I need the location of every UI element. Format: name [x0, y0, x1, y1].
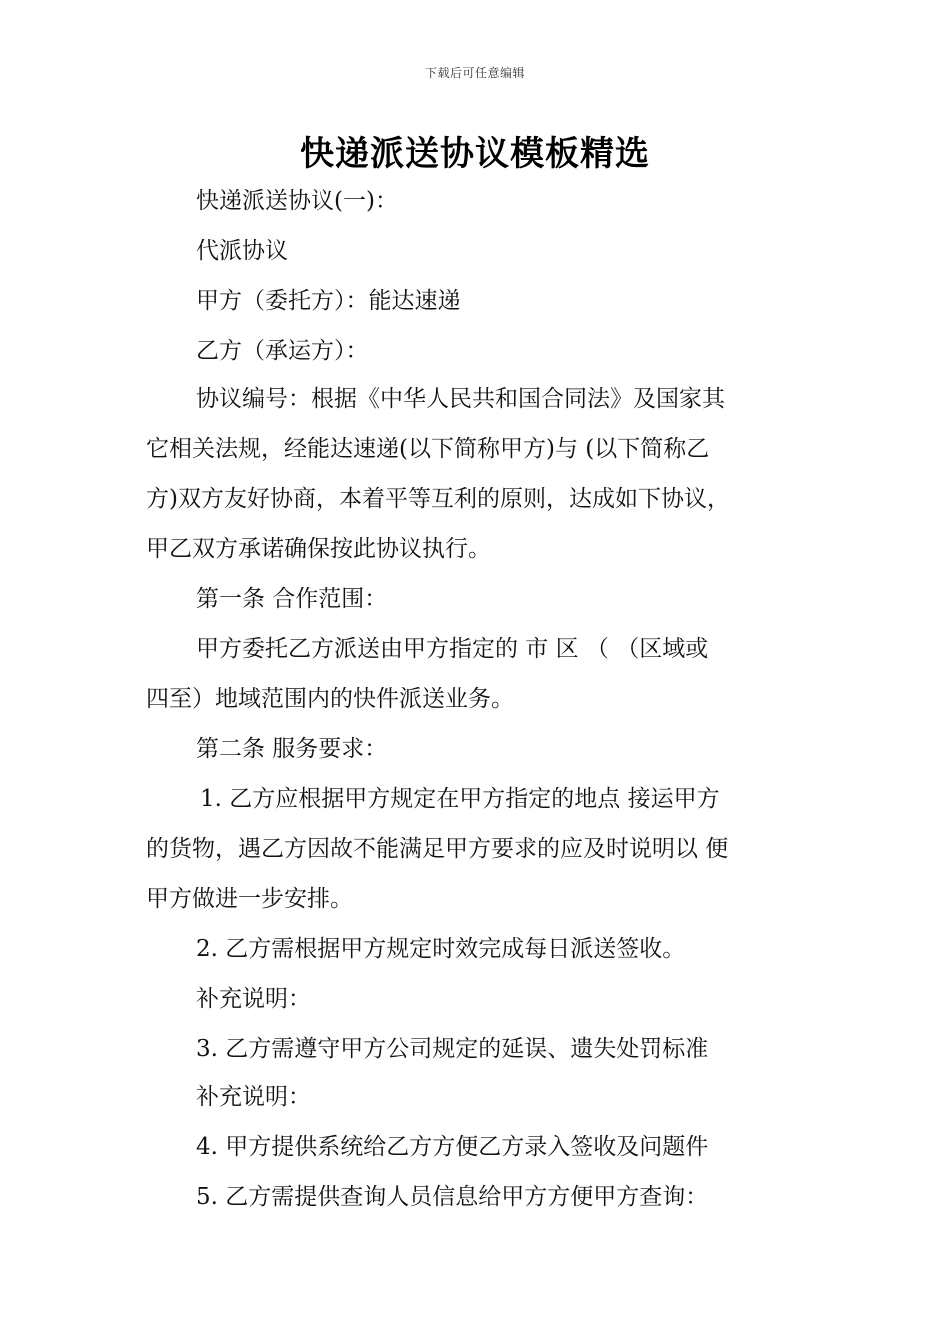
document-title: 快递派送协议模板精选 — [300, 134, 650, 174]
page-header-note: 下载后可任意编辑 — [424, 66, 525, 80]
intro-line: 协议编号：根据《中华人民共和国合同法》及国家其 — [196, 386, 725, 412]
article-2-heading: 第二条 服务要求： — [196, 736, 388, 762]
agreement-subtitle: 快递派送协议(一)： — [196, 188, 398, 214]
intro-line: 甲乙双方承诺确保按此协议执行。 — [146, 536, 491, 562]
item-3: 3. 乙方需遵守甲方公司规定的延误、遗失处罚标准 — [196, 1036, 709, 1062]
article-1-paragraph — [146, 634, 806, 734]
item-1-paragraph — [146, 784, 806, 934]
party-a-line: 甲方（委托方）：能达速递 — [196, 288, 461, 314]
supplement-note-1: 补充说明： — [196, 986, 311, 1012]
article-1-line: 四至）地域范围内的快件派送业务。 — [146, 686, 514, 712]
item-2: 2. 乙方需根据甲方规定时效完成每日派送签收。 — [196, 936, 686, 962]
item-4: 4. 甲方提供系统给乙方方便乙方录入签收及问题件 — [196, 1134, 709, 1160]
article-1-line: 甲方委托乙方派送由甲方指定的 市 区 （ （区域或 — [196, 636, 709, 662]
item-1-line: 的货物，遇乙方因故不能满足甲方要求的应及时说明以 便 — [146, 836, 729, 862]
article-1-heading: 第一条 合作范围： — [196, 586, 388, 612]
intro-line: 它相关法规，经能达速递(以下简称甲方)与 (以下简称乙 — [146, 436, 710, 462]
supplement-note-2: 补充说明： — [196, 1084, 311, 1110]
item-1-line: 1. 乙方应根据甲方规定在甲方指定的地点 接运甲方 — [200, 786, 720, 812]
item-1-line: 甲方做进一步安排。 — [146, 886, 353, 912]
intro-line: 方)双方友好协商，本着平等互利的原则，达成如下协议， — [146, 486, 730, 512]
item-5: 5. 乙方需提供查询人员信息给甲方方便甲方查询： — [196, 1184, 709, 1210]
intro-paragraph — [146, 384, 806, 584]
party-b-line: 乙方（承运方）： — [196, 338, 369, 364]
agreement-name: 代派协议 — [196, 238, 288, 264]
